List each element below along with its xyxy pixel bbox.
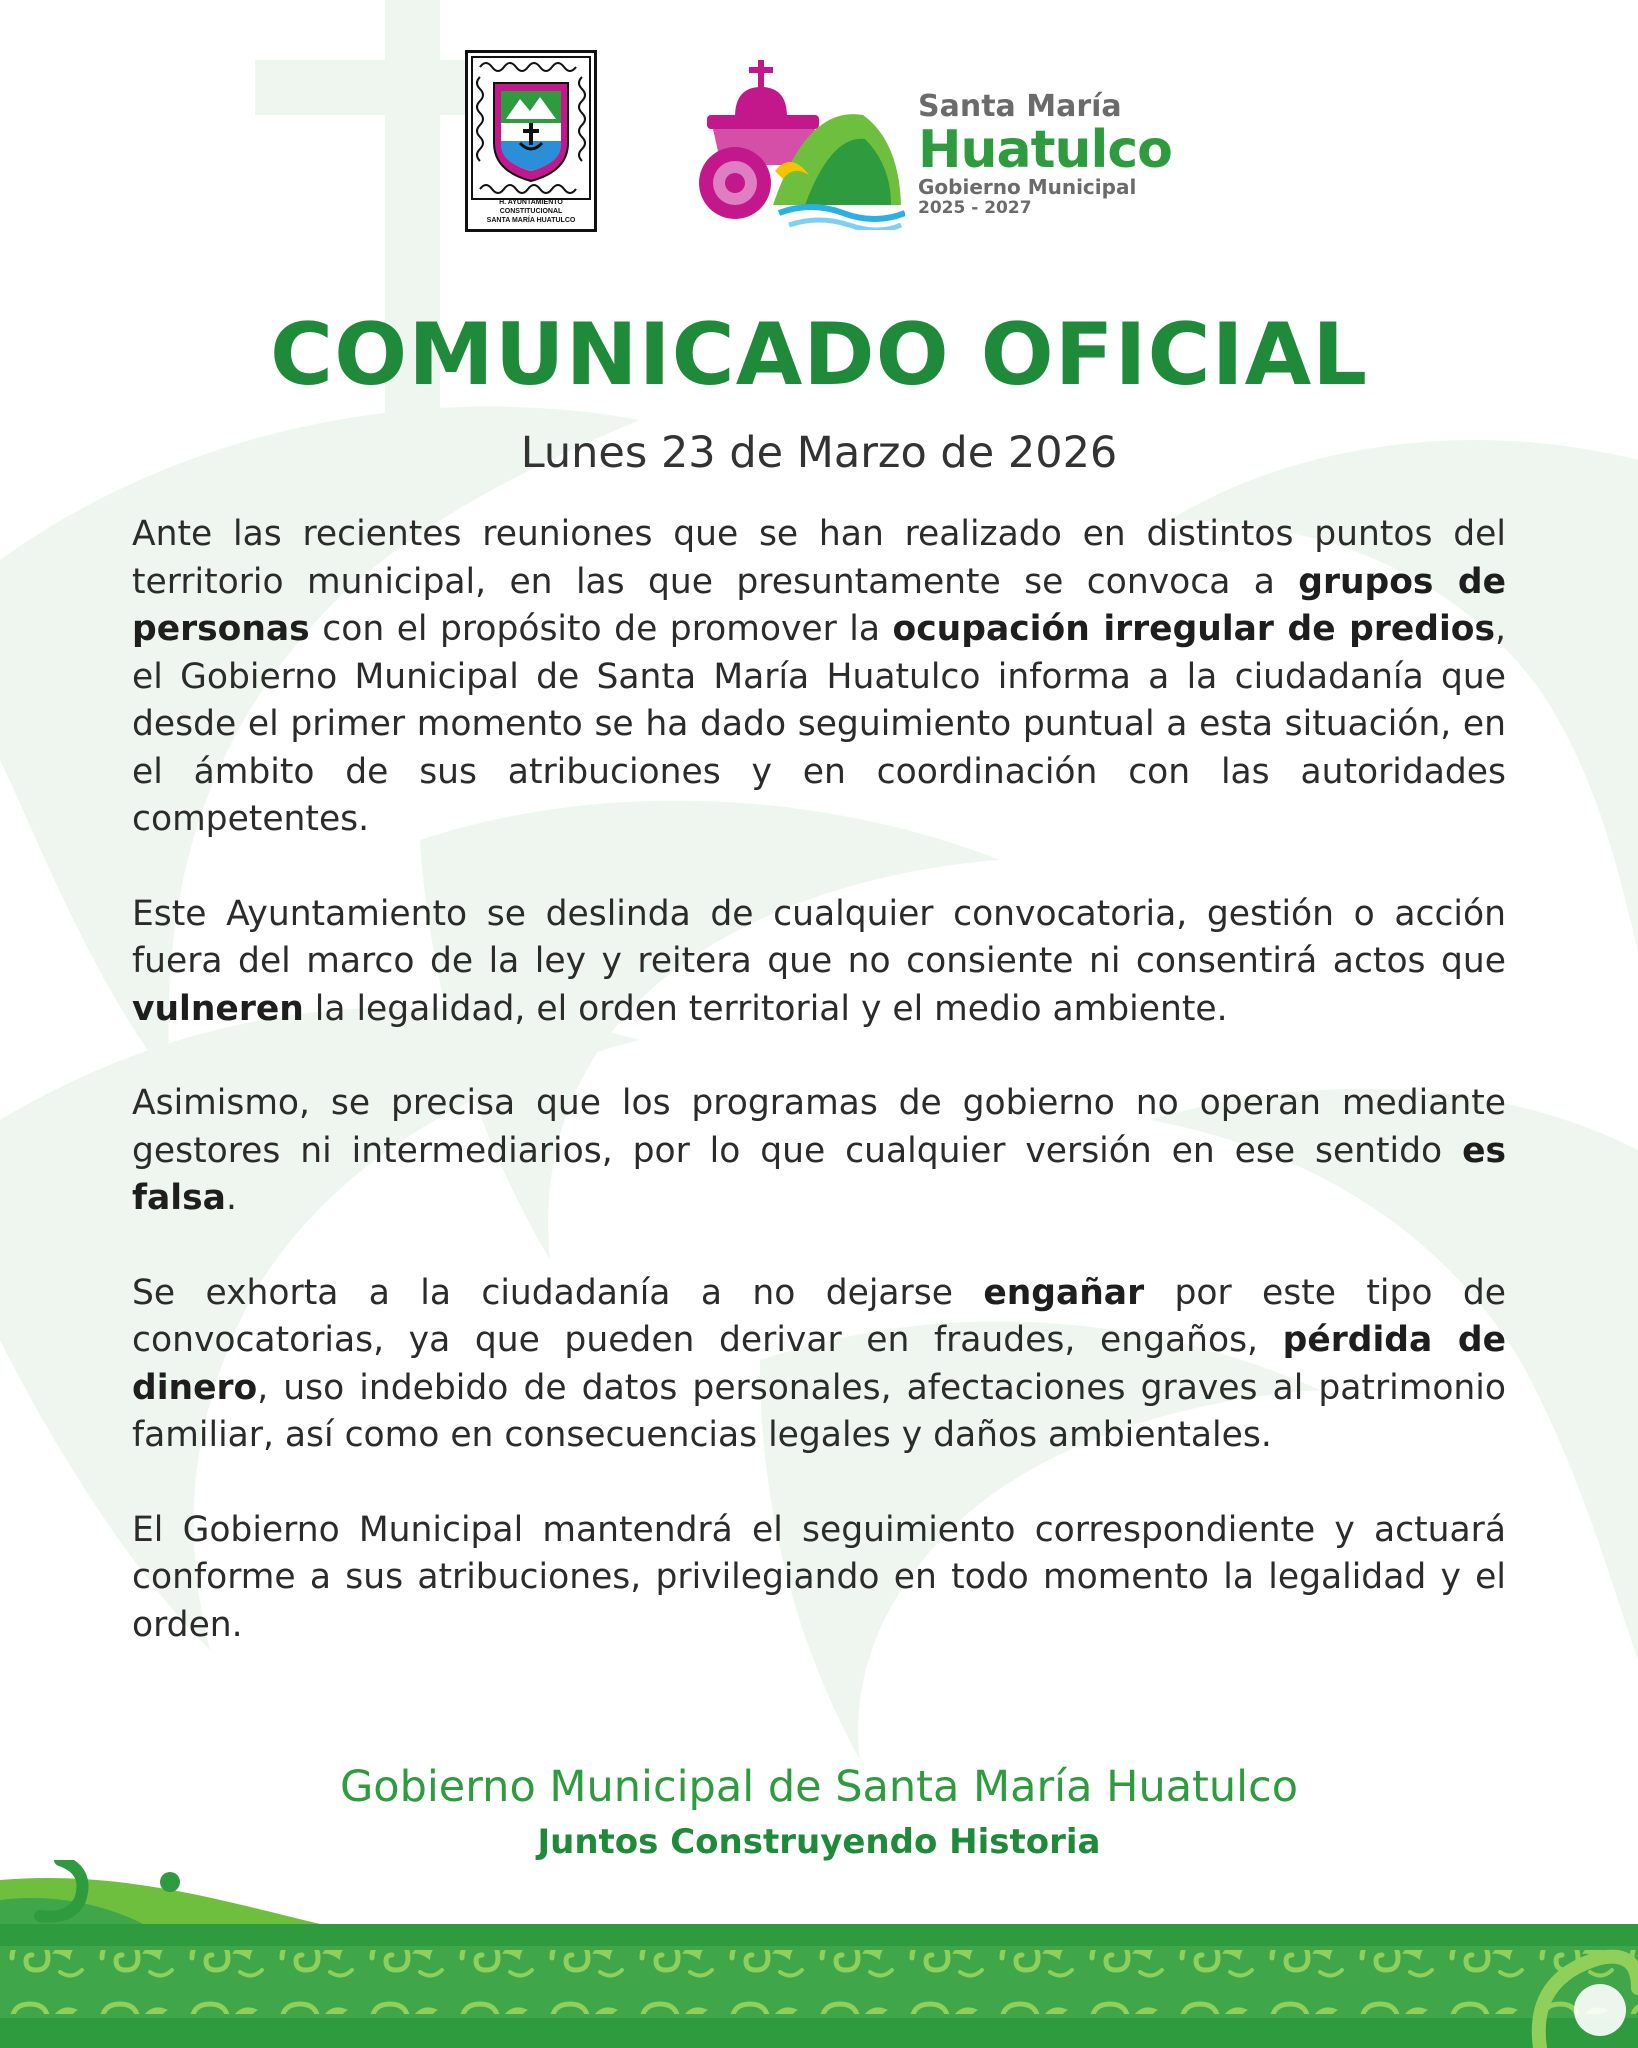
brand-line1: Santa María [918,89,1122,124]
paragraph-1-text-2: con el propósito de promover la [309,609,893,649]
shield-emblem [468,53,594,203]
paragraph-1-text-1: Ante las recientes reuniones que se han realizado en distintos puntos del territorio municipal, en las que presuntamente se convoca a [132,514,1506,602]
paragraph-4-text-3: , uso indebido de datos personales, afectaciones graves al patrimonio familiar, así como en consecuencias legales y daños ambientales. [132,1367,1506,1455]
paragraph-5 [132,1507,1506,1650]
signature-slogan: Juntos Construyendo Historia [537,1822,1101,1862]
paragraph-5-text-1: El Gobierno Municipal mantendrá el seguimiento correspondiente y actuará conforme a sus atribuciones, privilegiando en todo momento la legalidad y el orden. [132,1509,1506,1645]
paragraph-2-text-2: la legalidad, el orden territorial y el medio ambiente. [303,988,1228,1029]
huatulco-brand-logo [695,55,905,230]
paragraph-3-text-1: Asimismo, se precisa que los programas de gobierno no operan mediante gestores ni intermediarios, por lo que cualquier versión en ese sentido [132,1083,1506,1171]
paragraph-1 [132,511,1506,844]
header [0,50,1638,240]
shield-caption-line2: SANTA MARÍA HUATULCO [486,217,576,224]
paragraph-1-bold-2: ocupación irregular de predios [892,609,1496,649]
paragraph-3-text-2: . [225,1178,237,1218]
municipal-shield-logo [465,50,597,232]
paragraph-3-bold-1: es falsa [132,1130,1506,1218]
paragraph-1-bold-1: grupos de personas [132,561,1506,649]
brand-line2: Huatulco [918,120,1172,180]
brand-line3: Gobierno Municipal [918,175,1137,199]
paragraph-2-text-1: Este Ayuntamiento se deslinda de cualquier convocatoria, gestión o acción fuera del marco de la ley y reitera que no consiente ni consentirá actos que [132,893,1506,981]
paragraph-4-text-1: Se exhorta a la ciudadanía a no dejarse [132,1272,984,1313]
page-title: COMUNICADO OFICIAL [269,305,1369,405]
paragraph-4-bold-2: pérdida de dinero [132,1320,1506,1408]
footer-ornament [0,1860,1638,2048]
paragraph-4 [132,1270,1506,1460]
shield-caption-line1: H. AYUNTAMIENTO CONSTITUCIONAL [499,199,563,215]
paragraph-4-text-2: por este tipo de convocatorias, ya que pueden derivar en fraudes, engaños, [132,1272,1506,1360]
signature-line1: Gobierno Municipal de Santa María Huatulco [339,1762,1299,1812]
paragraph-4-bold-1: engañar [983,1272,1145,1313]
paragraph-3 [132,1080,1506,1223]
brand-line4: 2025 - 2027 [918,198,1032,218]
paragraph-2 [132,891,1506,1034]
paragraph-1-text-3: , el Gobierno Municipal de Santa María Huatulco informa a la ciudadanía que desde el primer momento se ha dado seguimiento puntual a esta situación, en el ámbito de sus atribuciones y en coordinación con las autoridades competentes. [132,609,1506,839]
date: Lunes 23 de Marzo de 2026 [520,428,1118,478]
paragraph-2-bold-1: vulneren [132,988,304,1029]
shield-caption [468,198,594,225]
brand-text [918,90,1172,218]
body-text [132,511,1506,1649]
